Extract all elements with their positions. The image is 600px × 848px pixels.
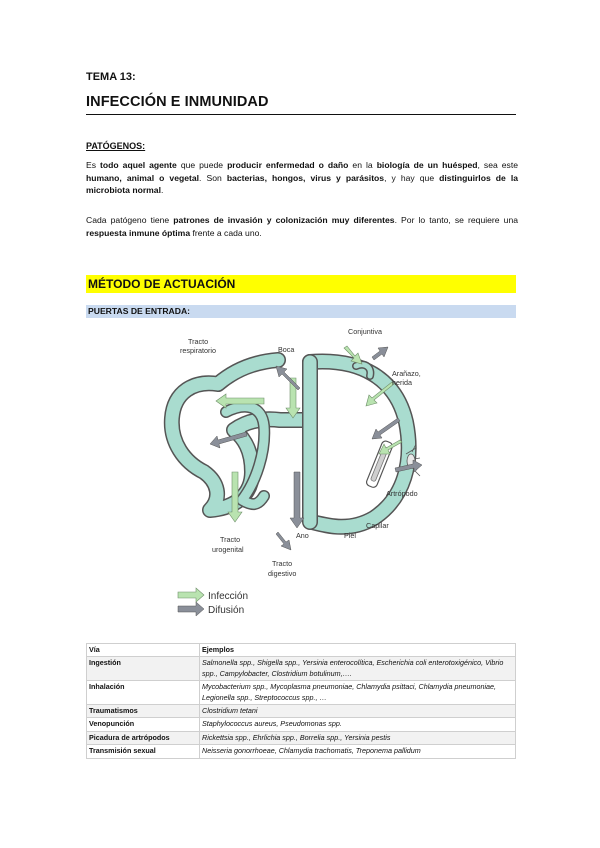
table-cell-via: Picadura de artrópodos [87,731,200,744]
entry-routes-diagram [160,322,446,620]
label-tracto-urogenital-1: Tracto [220,535,241,544]
table-cell-ejemplos: Clostridium tetani [200,705,516,718]
table-header-ejemplos: Ejemplos [200,644,516,657]
legend-infeccion-label: Infección [208,591,249,602]
table-cell-ejemplos: Staphylococcus aureus, Pseudomonas spp. [200,718,516,731]
label-tracto-digestivo-1: Tracto [272,559,293,568]
table-cell-via: Traumatismos [87,705,200,718]
title-underline [86,114,516,115]
label-artropodo: Artrópodo [386,489,418,498]
legend-infeccion-arrow [178,588,204,602]
legend-difusion-arrow [178,602,204,616]
label-boca: Boca [278,345,295,354]
table-row [87,718,516,731]
table-cell-via: Ingestión [87,657,200,681]
label-tracto-respiratorio-1: Tracto [188,337,209,346]
metodo-heading-text: MÉTODO DE ACTUACIÓN [88,277,236,291]
table-cell-via: Inhalación [87,681,200,705]
table-row [87,657,516,681]
table-cell-ejemplos: Neisseria gonorrhoeae, Chlamydia trachomatis, Treponema pallidum [200,745,516,758]
topic-number: TEMA 13: [86,71,136,83]
section-heading-patogenos: PATÓGENOS: [86,141,146,151]
paragraph-definition: Es todo aquel agente que puede producir enfermedad o daño en la biología de un huésped, sea este humano, animal o vegetal. Son bacterias, hongos, virus y parásitos, y hay que distinguirlos de la microbiota normal. [86,160,519,196]
table-cell-ejemplos: Mycobacterium spp., Mycoplasma pneumoniae, Chlamydia psittaci, Chlamydia pneumoniae, Legionella spp., Streptococcus spp., … [200,681,516,705]
table-header-row [87,644,516,657]
table-row [87,705,516,718]
table-row [87,745,516,758]
label-tracto-digestivo-2: digestivo [268,569,297,578]
table-cell-ejemplos: Rickettsia spp., Ehrlichia spp., Borrelia spp., Yersinia pestis [200,731,516,744]
label-conjuntiva: Conjuntiva [348,327,382,336]
table-cell-via: Transmisión sexual [87,745,200,758]
label-ano: Ano [296,531,309,540]
paragraph-patterns: Cada patógeno tiene patrones de invasión y colonización muy diferentes. Por lo tanto, se requiere una respuesta inmune óptima frente a cada uno. [86,215,518,238]
entry-routes-table [86,643,516,759]
legend-difusion-label: Difusión [208,605,245,616]
subsection-heading-puertas [86,305,516,318]
label-capilar: Capilar [366,521,389,530]
puertas-heading-text: PUERTAS DE ENTRADA: [88,306,191,316]
label-piel: Piel [344,531,356,540]
diagram-legend [178,588,248,616]
label-aranazo-2: herida [392,378,412,387]
label-tracto-urogenital-2: urogenital [212,545,244,554]
table-cell-via: Venopunción [87,718,200,731]
table-row [87,731,516,744]
page-title: INFECCIÓN E INMUNIDAD [86,94,269,110]
section-heading-metodo [86,275,516,293]
table-header-via: Vía [87,644,200,657]
table-cell-ejemplos: Salmonella spp., Shigella spp., Yersinia enterocolítica, Escherichia coli enterotoxigénico, Vibrio spp., Campylobacter, Clostridium botulinum,…. [200,657,516,681]
label-tracto-respiratorio-2: respiratorio [180,346,216,355]
label-aranazo-1: Arañazo, [392,369,421,378]
table-row [87,681,516,705]
